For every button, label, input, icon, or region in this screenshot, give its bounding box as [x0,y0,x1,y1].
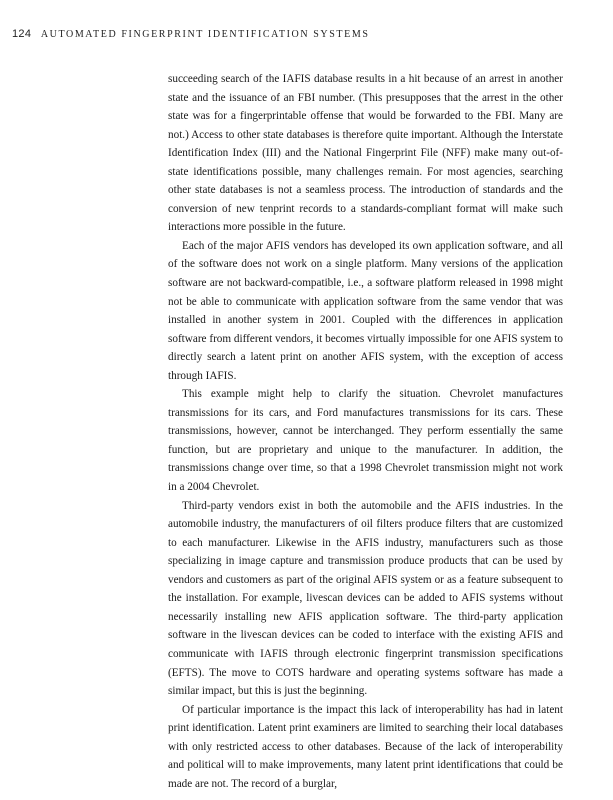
running-header [12,28,369,40]
paragraph: Third-party vendors exist in both the automobile and the AFIS industries. In the automobile industry, the manufacturers of oil filters produce filters that are customized to each manufacturer. Likewise in the AFIS industry, manufacturers such as those specializing in image capture and transmission produce products that can be used by vendors and customers as part of the original AFIS system or as a feature subsequent to the installation. For example, livescan devices can be added to AFIS systems without necessarily installing new AFIS application software. The third-party application software in the livescan devices can be coded to interface with the existing AFIS and communicate with IAFIS through electronic fingerprint transmission specifications (EFTS). The move to COTS hardware and operating systems software has made a similar impact, but this is just the beginning. [168,499,563,698]
paragraph: Each of the major AFIS vendors has developed its own application software, and all of the software does not work on a single platform. Many versions of the application software are not backward-compatible, i.e., a software platform released in 1998 might not be able to communicate with application software from the same vendor that was installed in another system in 2001. Coupled with the differences in application software from different vendors, it becomes virtually impossible for one AFIS system to directly search a latent print on another AFIS system, with the exception of access through IAFIS. [168,239,563,382]
paragraph: This example might help to clarify the situation. Chevrolet manufactures transmissions for its cars, and Ford manufactures transmissions for its cars. These transmissions, however, cannot be interchanged. They perform essentially the same function, but are proprietary and unique to the manufacturer. In addition, the transmissions change over time, so that a 1998 Chevrolet transmission might not work in a 2004 Chevrolet. [168,388,563,494]
paragraph: Of particular importance is the impact this lack of interoperability has had in latent print identification. Latent print examiners are limited to searching their local databases with only restricted access to other databases. Because of the lack of interoperability and political will to make improvements, many latent print identifications that could be made are not. The record of a burglar, [168,703,563,790]
page-number: 124 [12,28,32,40]
running-title: AUTOMATED FINGERPRINT IDENTIFICATION SYSTEMS [40,29,370,40]
body-text [168,70,563,793]
paragraph: succeeding search of the IAFIS database results in a hit because of an arrest in another state and the issuance of an FBI number. (This presupposes that the arrest in the other state was for a fingerprintable offense that would be forwarded to the FBI. Many are not.) Access to other state databases is therefore quite important. Although the Interstate Identification Index (III) and the National Fingerprint File (NFF) make many out-of-state identifications possible, many challenges remain. For most agencies, searching other state databases is not a seamless process. The introduction of standards and the conversion of new tenprint records to a standards-compliant format will make such interactions more possible in the future. [168,73,563,234]
